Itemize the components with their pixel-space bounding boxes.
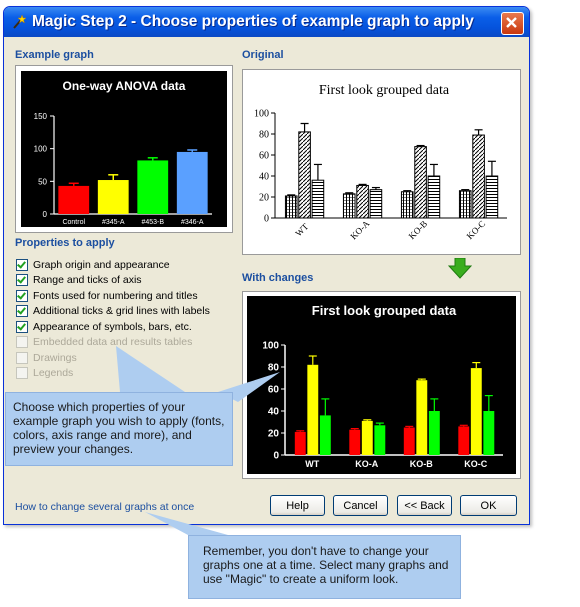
callout-pointer-properties: [116, 346, 185, 392]
x-tick-label: KO-B: [409, 459, 433, 469]
y-tick-label: 100: [254, 108, 269, 120]
x-tick-label: KO-A: [348, 218, 372, 242]
y-tick-label: 60: [267, 384, 279, 396]
property-label: Legends: [33, 367, 74, 379]
chart-title: First look grouped data: [318, 83, 450, 98]
x-tick-label: KO-C: [464, 218, 488, 242]
y-tick-label: 80: [259, 129, 269, 141]
y-tick-label: 40: [267, 406, 279, 418]
y-tick-label: 0: [42, 210, 47, 219]
y-tick-label: 0: [273, 450, 279, 462]
with-changes-label: With changes: [242, 272, 314, 284]
property-label: Fonts used for numbering and titles: [33, 289, 198, 302]
x-tick-label: KO-B: [406, 218, 430, 242]
window-title: Magic Step 2 - Choose properties of example graph to apply: [32, 13, 474, 30]
x-tick-label: #345-A: [101, 219, 125, 226]
example-graph-label: Example graph: [15, 49, 94, 61]
property-label: Embedded data and results tables: [33, 336, 193, 348]
y-tick-label: 150: [33, 112, 47, 121]
x-tick-label: WT: [305, 459, 320, 469]
y-tick-label: 80: [267, 362, 279, 374]
y-tick-label: 20: [267, 428, 279, 440]
y-tick-label: 100: [33, 144, 47, 154]
help-link[interactable]: How to change several graphs at once: [15, 501, 195, 513]
help-button[interactable]: Help: [270, 495, 325, 516]
property-label: Graph origin and appearance: [33, 258, 170, 271]
y-tick-label: 0: [264, 213, 269, 225]
property-label: Range and ticks of axis: [33, 274, 142, 286]
y-tick-label: 50: [38, 177, 47, 187]
properties-callout: Choose which properties of your example graph you wish to apply (fonts, colors, axis range and more), and preview your changes.: [5, 392, 233, 466]
cancel-button[interactable]: Cancel: [333, 495, 388, 516]
y-tick-label: 60: [259, 150, 269, 162]
y-tick-label: 100: [262, 340, 279, 352]
property-label: Additional ticks & grid lines with labels: [33, 305, 210, 317]
chart-title: First look grouped data: [311, 303, 457, 318]
properties-label: Properties to apply: [15, 237, 115, 249]
x-tick-label: KO-C: [464, 459, 488, 469]
y-tick-label: 20: [259, 192, 269, 204]
ok-button[interactable]: OK: [460, 495, 517, 516]
x-tick-label: Control: [62, 219, 86, 226]
back-button[interactable]: << Back: [397, 495, 452, 516]
x-tick-label: WT: [293, 221, 311, 239]
x-tick-label: #346-A: [180, 219, 204, 226]
chart-title: One-way ANOVA data: [62, 79, 186, 93]
original-label: Original: [242, 49, 284, 61]
x-tick-label: #453-B: [141, 219, 165, 226]
x-tick-label: KO-A: [355, 459, 379, 469]
property-label: Appearance of symbols, bars, etc.: [33, 320, 192, 333]
property-label: Drawings: [33, 351, 77, 364]
y-tick-label: 40: [259, 171, 269, 183]
callout-pointer-link: [145, 512, 228, 535]
bottom-callout: Remember, you don't have to change your graphs one at a time. Select many graphs and use "Magic" to create a uniform look.: [188, 535, 461, 599]
